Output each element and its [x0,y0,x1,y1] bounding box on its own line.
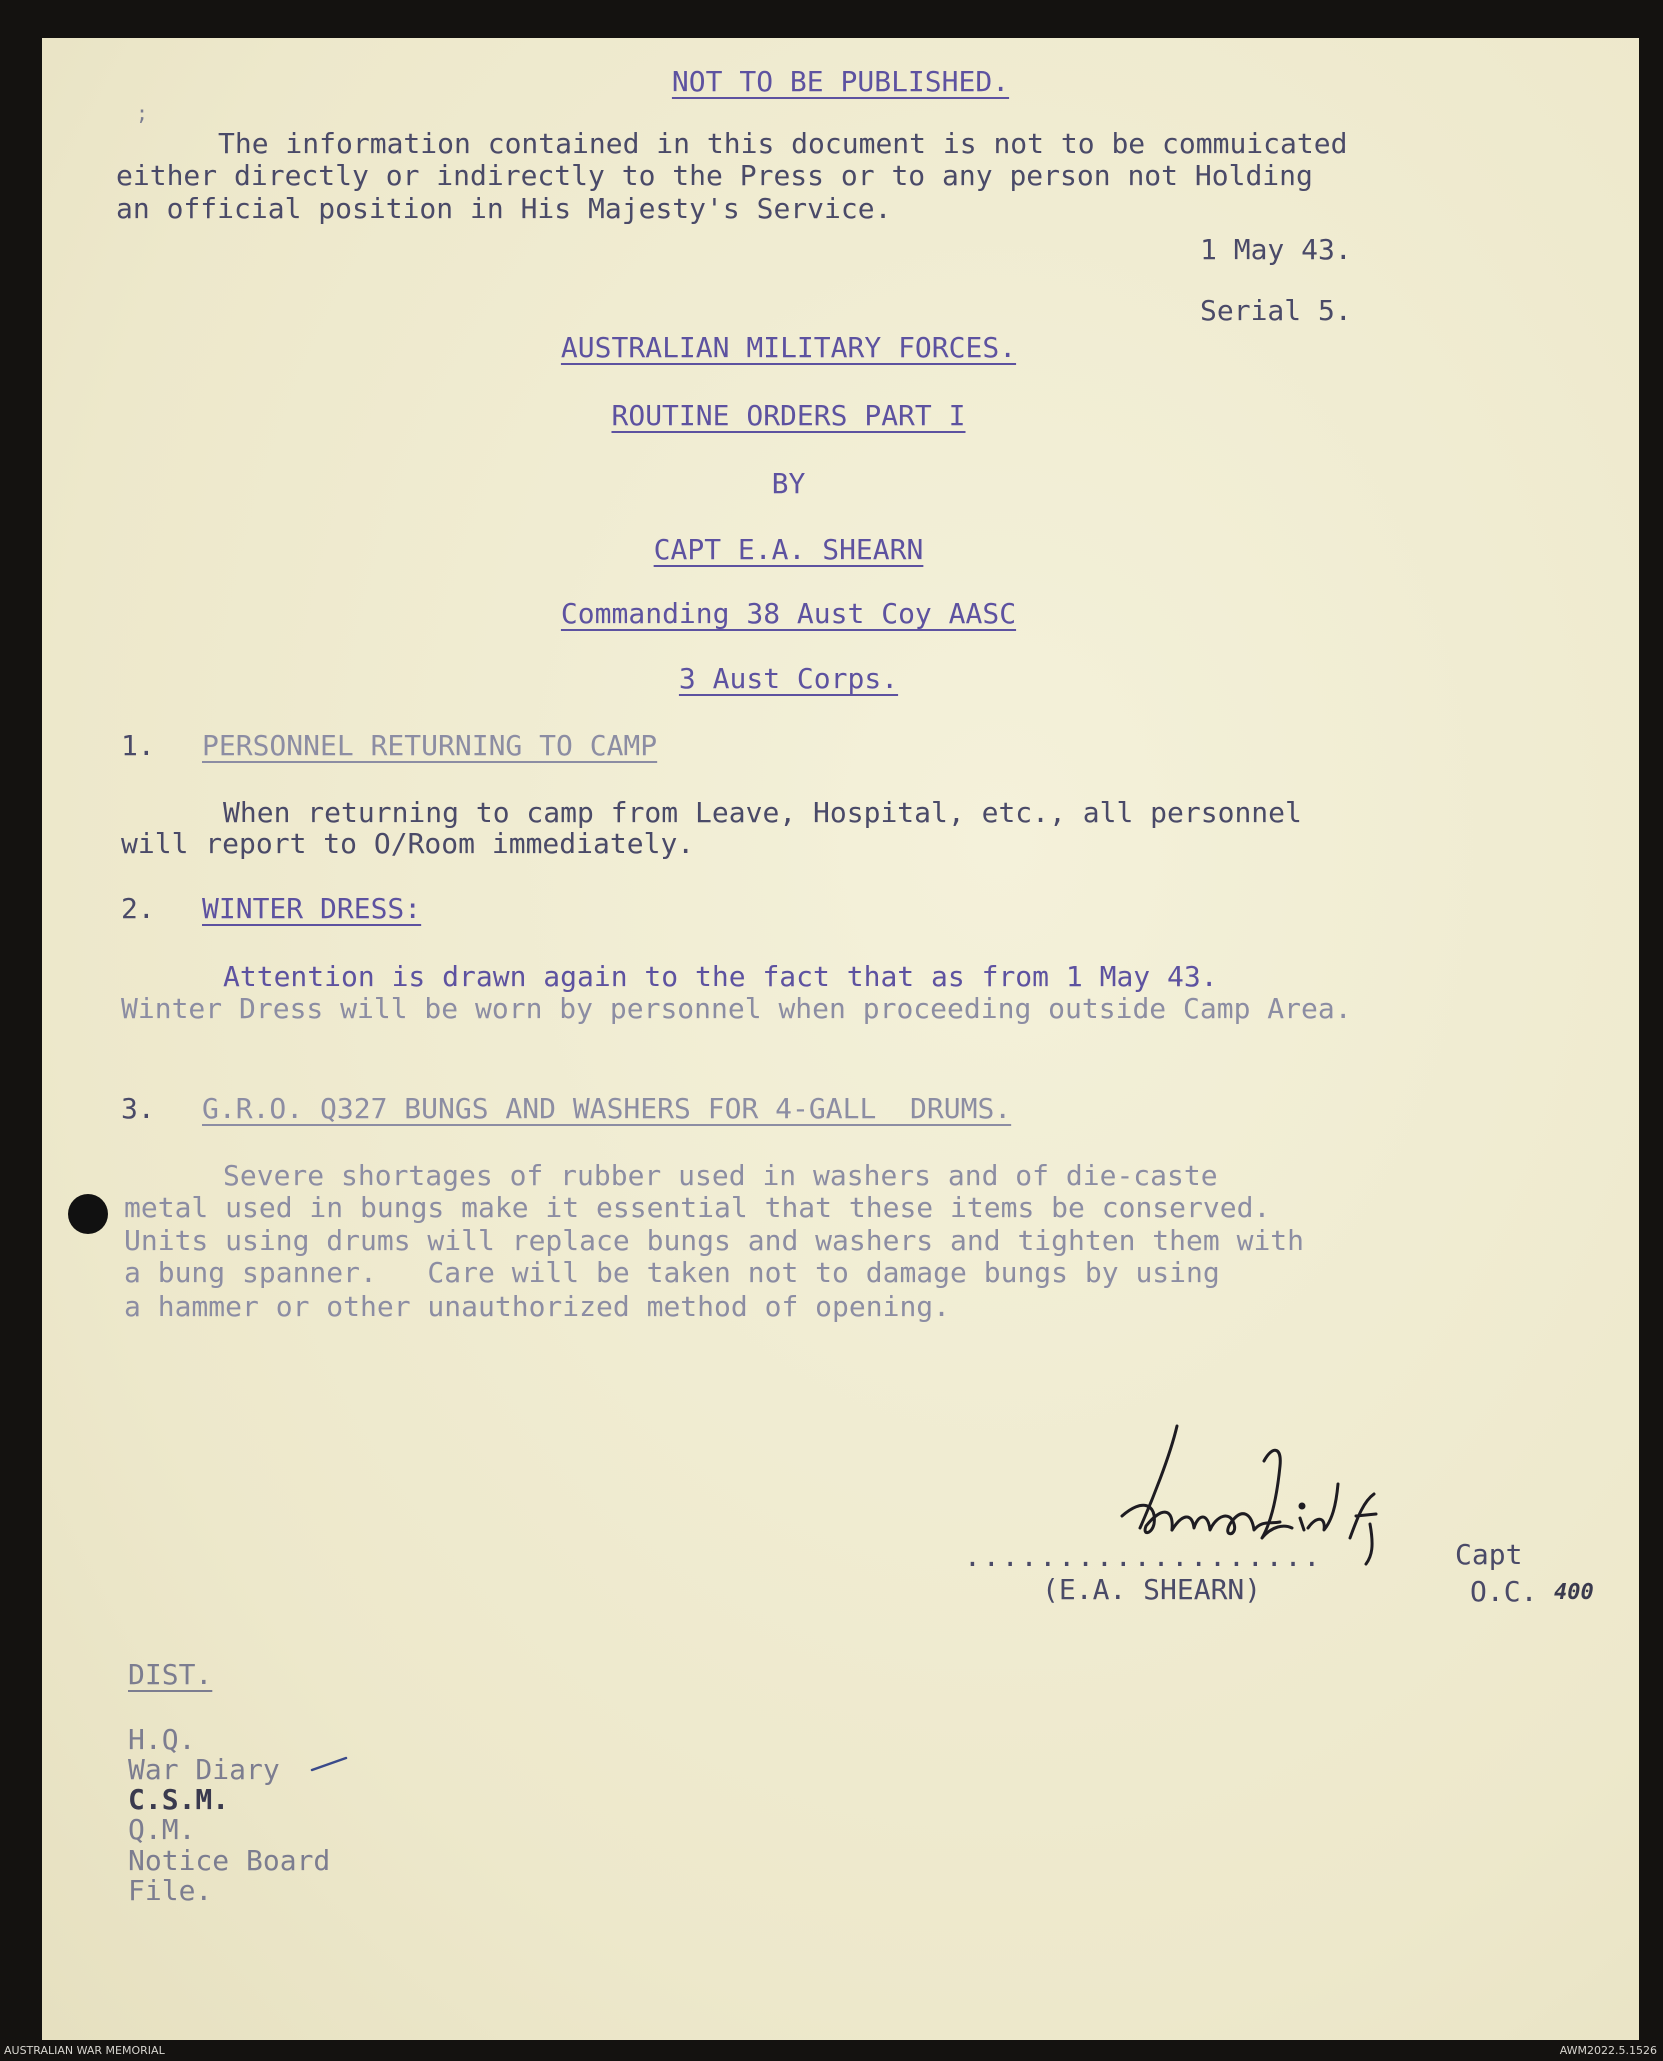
distribution-heading: DIST. [128,1658,213,1691]
semicolon-mark: ; [136,101,149,125]
item-3-line-2: metal used in bungs make it essential that these items be conserved. [124,1191,1271,1224]
notice-line-2: either directly or indirectly to the Press or to any person not Holding [116,159,1313,192]
forces-title: AUSTRALIAN MILITARY FORCES. [560,331,1017,364]
item-2-heading: WINTER DRESS: [202,892,422,925]
officer-title: CAPT E.A. SHEARN [653,533,924,566]
item-1-heading: PERSONNEL RETURNING TO CAMP [202,729,658,762]
item-3-line-4: a bung spanner. Care will be taken not to damage bungs by using [124,1256,1220,1289]
distribution-item-3: C.S.M. [128,1783,230,1816]
item-1-line-1: When returning to camp from Leave, Hospital, etc., all personnel [223,796,1302,829]
tick-mark [310,1754,350,1774]
item-3-line-5: a hammer or other unauthorized method of opening. [124,1290,951,1323]
notice-line-3: an official position in His Majesty's Service. [116,192,892,225]
footer-archive-name: AUSTRALIAN WAR MEMORIAL [4,2044,165,2057]
by-line: BY [771,467,806,500]
commanding-title: Commanding 38 Aust Coy AASC [560,597,1017,630]
distribution-item-4: Q.M. [128,1813,196,1846]
orders-title: ROUTINE ORDERS PART I [611,399,966,432]
handwritten-signature [1112,1406,1542,1566]
item-2-line-1: Attention is drawn again to the fact that as from 1 May 43. [223,960,1218,993]
punch-hole [68,1194,108,1234]
item-1-line-2: will report to O/Room immediately. [121,827,695,860]
signature-rank: Capt [1455,1538,1523,1571]
item-2-line-2: Winter Dress will be worn by personnel when proceeding outside Camp Area. [121,992,1352,1025]
item-3-number: 3. [121,1092,155,1125]
signature-dots: ................... [964,1540,1323,1573]
item-3-line-1: Severe shortages of rubber used in washers and of die-caste [223,1159,1218,1192]
distribution-item-2: War Diary [128,1753,280,1786]
distribution-item-6: File. [128,1874,213,1907]
item-3-line-3: Units using drums will replace bungs and washers and tighten them with [124,1224,1305,1257]
signature-name: (E.A. SHEARN) [1042,1573,1262,1606]
item-2-number: 2. [121,892,155,925]
item-3-heading: G.R.O. Q327 BUNGS AND WASHERS FOR 4-GALL DRUMS. [202,1092,1012,1125]
corps-title: 3 Aust Corps. [678,662,899,695]
handwritten-annotation: 400 [1554,1580,1594,1605]
distribution-item-5: Notice Board [128,1844,331,1877]
document-date: 1 May 43. [1200,233,1352,266]
item-1-number: 1. [121,729,155,762]
distribution-item-1: H.Q. [128,1723,196,1756]
footer-accession-number: AWM2022.5.1526 [1559,2044,1657,2057]
signature-role: O.C. [1470,1575,1538,1608]
notice-line-1: The information contained in this document is not to be commuicated [218,127,1348,160]
document-page [42,38,1639,2040]
restriction-heading: NOT TO BE PUBLISHED. [671,65,1010,98]
serial-number: Serial 5. [1200,294,1352,327]
